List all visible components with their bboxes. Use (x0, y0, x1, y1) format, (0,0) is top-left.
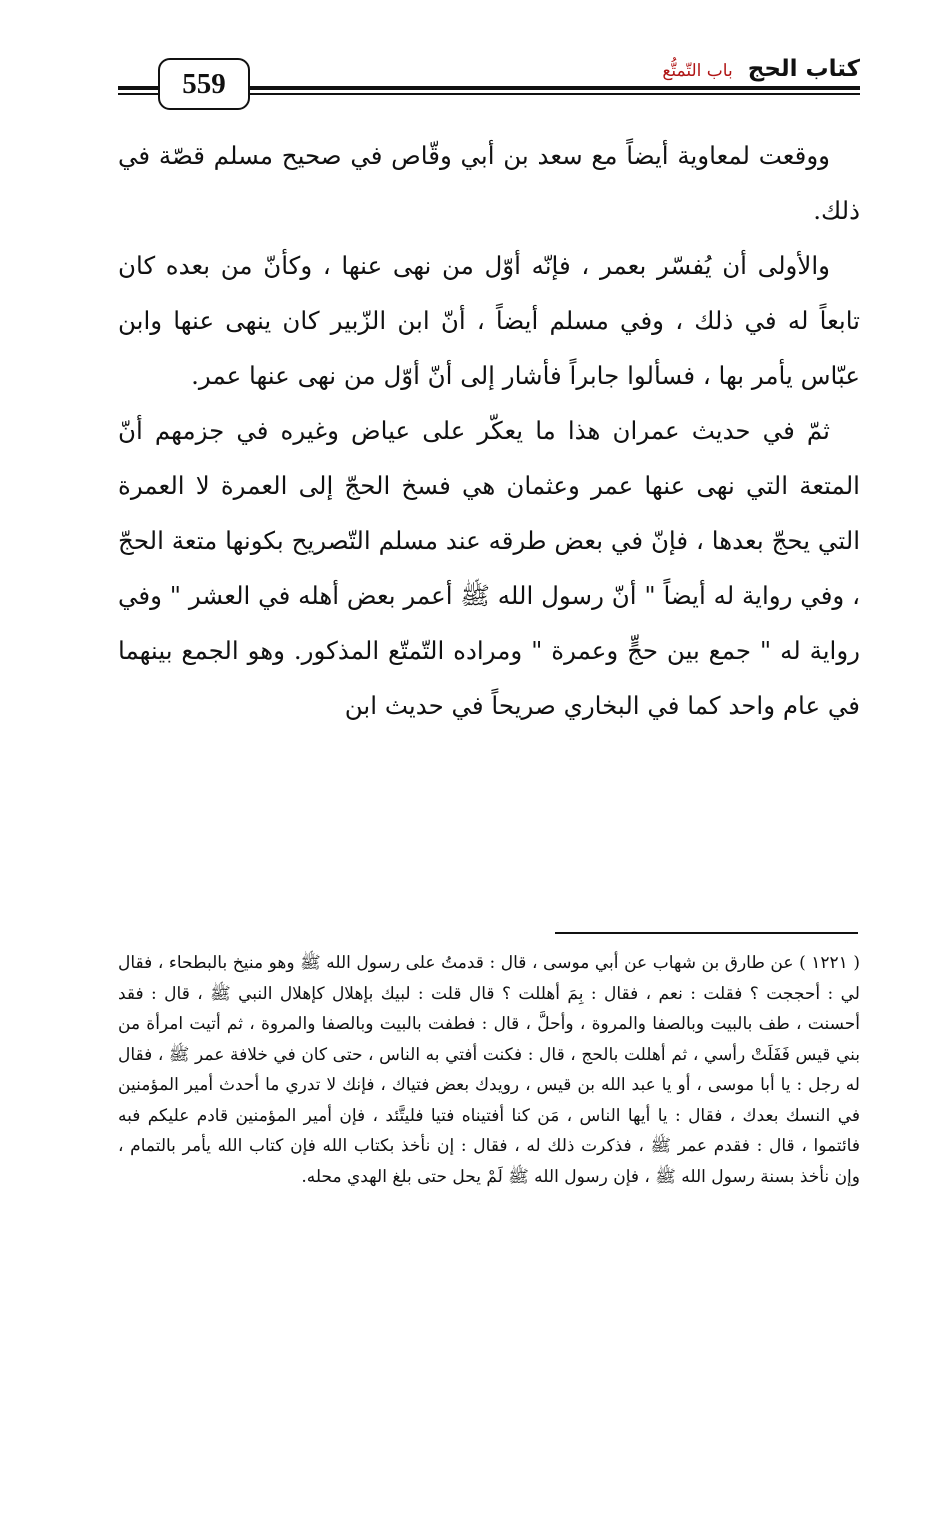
main-text (118, 128, 860, 733)
paragraph-3: ثمّ في حديث عمران هذا ما يعكّر على عياض وغيره في جزمهم أنّ المتعة التي نهى عنها عمر وعثمان هي فسخ الحجّ إلى العمرة لا العمرة التي يحجّ بعدها ، فإنّ في بعض طرقه عند مسلم التّصريح بكونها متعة الحجّ ، وفي رواية له أيضاً " أنّ رسول الله ﷺ أعمر بعض أهله في العشر " وفي رواية له " جمع بين حجٍّ وعمرة " ومراده التّمتّع المذكور. وهو الجمع بينهما في عام واحد كما في البخاري صريحاً في حديث ابن (118, 416, 860, 720)
footnote-text: ( ١٢٢١ ) عن طارق بن شهاب عن أبي موسى ، قال : قدمتُ على رسول الله ﷺ وهو منيخ بالبطحاء ، فقال لي : أحججت ؟ فقلت : نعم ، فقال : بِمَ أهللت ؟ قال قلت : لبيك بإهلال كإهلال النبي ﷺ ، قال : فقد أحسنت ، طف بالبيت وبالصفا والمروة ، وأحلَّ ، قال : فطفت بالبيت وبالصفا والمروة ، ثم أتيت امرأة من بني قيس فَفَلَتْ رأسي ، ثم أهللت بالحج ، قال : فكنت أفتي به الناس ، حتى كان في خلافة عمر ﷺ ، فقال له رجل : يا أبا موسى ، أو يا عبد الله بن قيس ، رويدك بعض فتياك ، فإنك لا تدري ما أحدث أمير المؤمنين في النسك بعدك ، فقال : يا أيها الناس ، مَن كنا أفتيناه فتيا فليتَّئد ، فإن أمير المؤمنين قادم عليكم فبه فائتموا ، قال : فقدم عمر ﷺ ، فذكرت ذلك له ، فقال : إن نأخذ بكتاب الله فإن كتاب الله يأمر بالتمام ، وإن نأخذ بسنة رسول الله ﷺ ، فإن رسول الله ﷺ لَمْ يحل حتى بلغ الهدي محله. (118, 953, 860, 1187)
paragraph-1: ووقعت لمعاوية أيضاً مع سعد بن أبي وقّاص في صحيح مسلم قصّة في ذلك. (118, 141, 860, 225)
running-head (662, 56, 860, 82)
footnote (118, 948, 860, 1192)
paragraph-2: والأولى أن يُفسّر بعمر ، فإنّه أوّل من نهى عنها ، وكأنّ من بعده كان تابعاً له في ذلك ، وفي مسلم أيضاً ، أنّ ابن الزّبير كان ينهى عنها وابن عبّاس يأمر بها ، فسألوا جابراً فأشار إلى أنّ أوّل من نهى عنها عمر. (118, 251, 860, 390)
chapter-title: باب التّمتُّع (662, 61, 733, 81)
page-number: 559 (158, 58, 250, 110)
book-title: كتاب الحج (747, 56, 860, 82)
page-header (118, 50, 860, 110)
footnote-separator (555, 932, 858, 934)
